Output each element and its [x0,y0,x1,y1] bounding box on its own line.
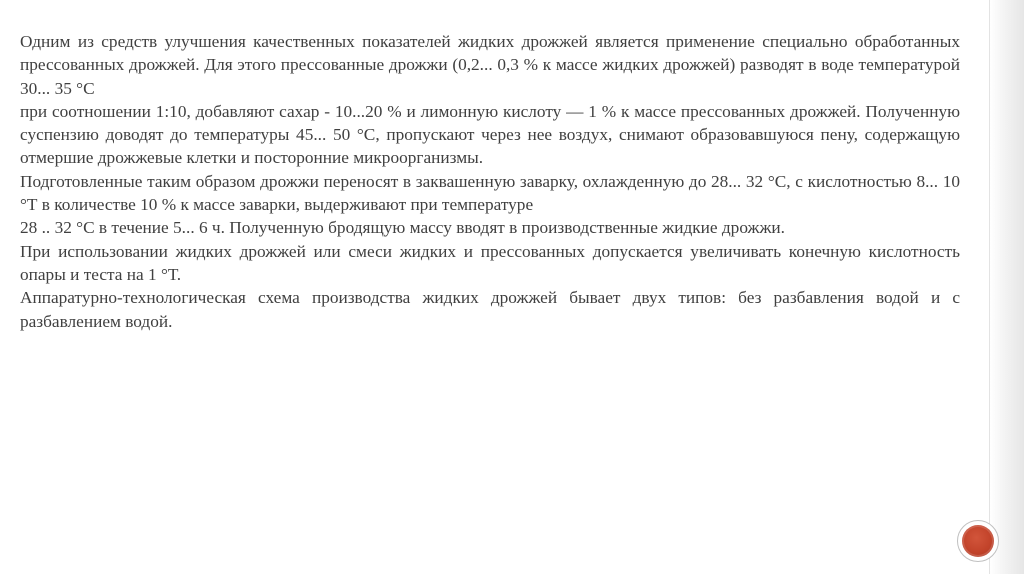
right-edge-decoration [990,0,1024,574]
slide-number-badge [957,520,999,562]
paragraph-3: Подготовленные таким образом дрожжи переносят в заквашенную заварку, охлажденную до 28... 32 °С, с кислотностью 8... 10 °Т в количестве 10 % к массе заварки, выдерживают при температуре [20,171,960,215]
body-text [20,30,960,333]
paragraph-5: При использовании жидких дрожжей или смеси жидких и прессованных допускается увеличивать конечную кислотность опары и теста на 1 °Т. [20,241,960,284]
paragraph-6: Аппаратурно-технологическая схема производства жидких дрожжей бывает двух типов: без разбавления водой и с разбавлением водой. [20,288,960,331]
paragraph-2: при соотношении 1:10, добавляют сахар - 10...20 % и лимонную кислоту — 1 % к массе прессованных дрожжей. Полученную суспензию доводят до температуры 45... 50 °С, пропускают через нее воздух, снимают образовавшуюся пену, содержащую отмершие дрожжевые клетки и посторонние микроорганизмы. [20,101,960,168]
paragraph-1: Одним из средств улучшения качественных показателей жидких дрожжей является применение специально обработанных прессованных дрожжей. Для этого прессованные дрожжи (0,2... 0,3 % к массе жидких дрожжей) разводят в воде температурой 30... 35 °С [20,32,960,98]
paragraph-4: 28 .. 32 °С в течение 5... 6 ч. Полученную бродящую массу вводят в производственные жидкие дрожжи. [20,218,785,238]
red-circle-icon [962,525,994,557]
